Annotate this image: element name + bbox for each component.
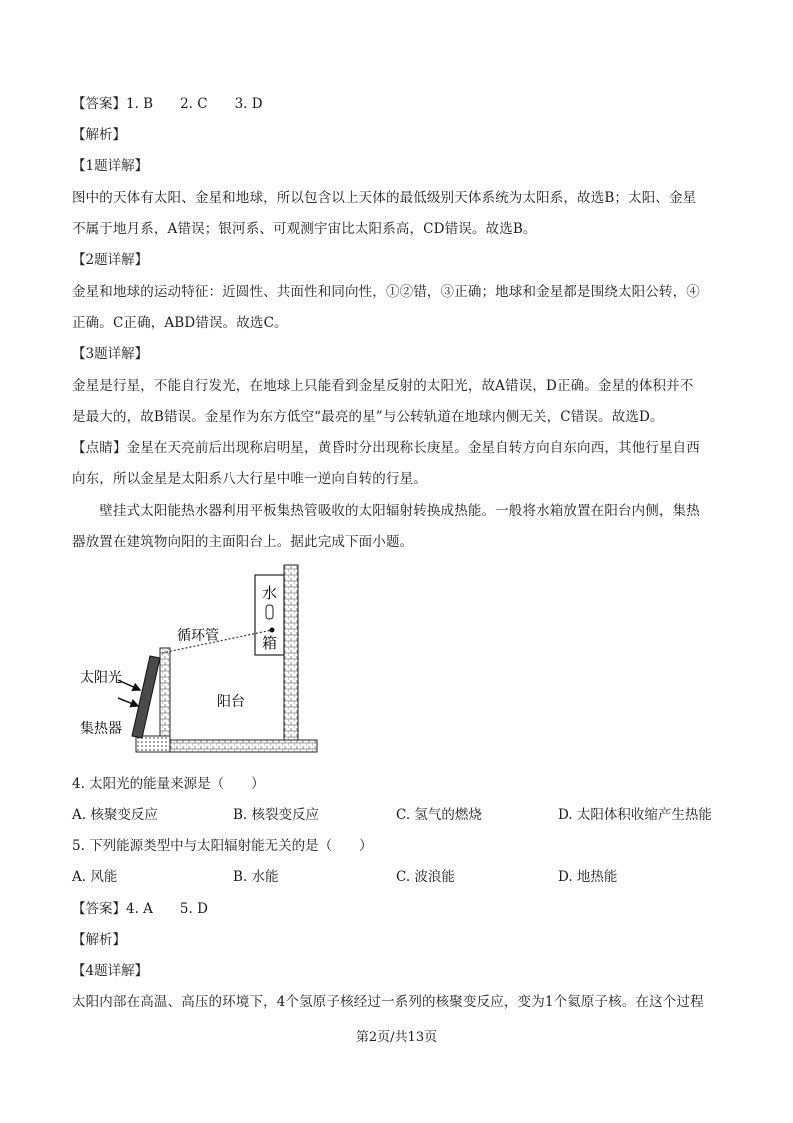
q3-detail-text: 金星是行星，不能自行发光，在地球上只能看到金星反射的太阳光，故A错误，D正确。金星的体积并不 [72,378,694,394]
answers-line-2: 【答案】4. A 5. D [72,901,208,917]
q5-stem: 5. 下列能源类型中与太阳辐射能无关的是（ ） [72,838,373,854]
q5-option-c: C. 波浪能 [396,869,455,885]
q3-detail-text: 是最大的，故B错误。金星作为东方低空“最亮的星”与公转轨道在地球内侧无关，C错误。故选D。 [72,409,664,425]
tank-label-box: 箱 [261,634,278,652]
sun-label: 太阳光 [80,670,122,686]
q2-detail-text: 正确。C正确，ABD错误。故选C。 [72,315,288,331]
pipe-joint [270,628,275,633]
building-wall [284,565,298,740]
q5-option-a: A. 风能 [72,869,118,885]
q4-option-a: A. 核聚变反应 [72,807,158,823]
collector-panel [132,656,160,738]
floor-slab [167,740,317,752]
balcony-parapet [160,648,170,740]
tank-window [266,605,273,619]
collector-label: 集热器 [80,721,122,737]
q1-detail-text: 不属于地月系，A错误；银河系、可观测宇宙比太阳系高，CD错误。故选B。 [72,221,537,237]
q1-detail-text: 图中的天体有太阳、金星和地球，所以包含以上天体的最低级别天体系统为太阳系，故选B；太阳、金星 [72,190,697,206]
q4-option-b: B. 核裂变反应 [233,807,320,823]
q4-detail-text: 太阳内部在高温、高压的环境下，4个氢原子核经过一系列的核聚变反应，变为1个氦原子核。在这个过程 [72,994,704,1010]
page-footer: 第2页/共13页 [355,1030,438,1045]
analysis-label-1: 【解析】 [72,127,126,143]
q4-option-c: C. 氢气的燃烧 [396,807,482,823]
q2-detail-title: 【2题详解】 [72,252,149,268]
q1-detail-title: 【1题详解】 [72,158,149,174]
pipe-label: 循环管 [177,628,219,644]
collector-base [136,736,170,752]
tip-text: 向东，所以金星是太阳系八大行星中唯一逆向自转的行星。 [72,471,427,487]
q5-option-d: D. 地热能 [558,869,618,885]
intro-text: 器放置在建筑物向阳的主面阳台上。据此完成下面小题。 [72,534,414,550]
q4-detail-title: 【4题详解】 [72,963,149,979]
q4-option-d: D. 太阳体积收缩产生热能 [558,807,712,823]
balcony-label: 阳台 [217,694,245,710]
answers-line-1: 【答案】1. B 2. C 3. D [72,96,263,112]
tip-text: 【点睛】金星在天亮前后出现称启明星，黄昏时分出现称长庚星。金星自转方向自东向西，其他行星自西 [72,440,700,456]
q4-stem: 4. 太阳光的能量来源是（ ） [72,776,265,792]
q2-detail-text: 金星和地球的运动特征：近圆性、共面性和同向性，①②错，③正确；地球和金星都是围绕太阳公转，④ [72,284,700,300]
analysis-label-2: 【解析】 [72,932,126,948]
intro-text: 壁挂式太阳能热水器利用平板集热管吸收的太阳辐射转换成热能。一般将水箱放置在阳台内侧，集热 [72,503,700,519]
q3-detail-title: 【3题详解】 [72,346,149,362]
sun-arrow [118,698,138,706]
solar-water-heater-figure [72,560,332,760]
q5-option-b: B. 水能 [233,869,279,885]
tank-label-water: 水 [261,584,278,602]
